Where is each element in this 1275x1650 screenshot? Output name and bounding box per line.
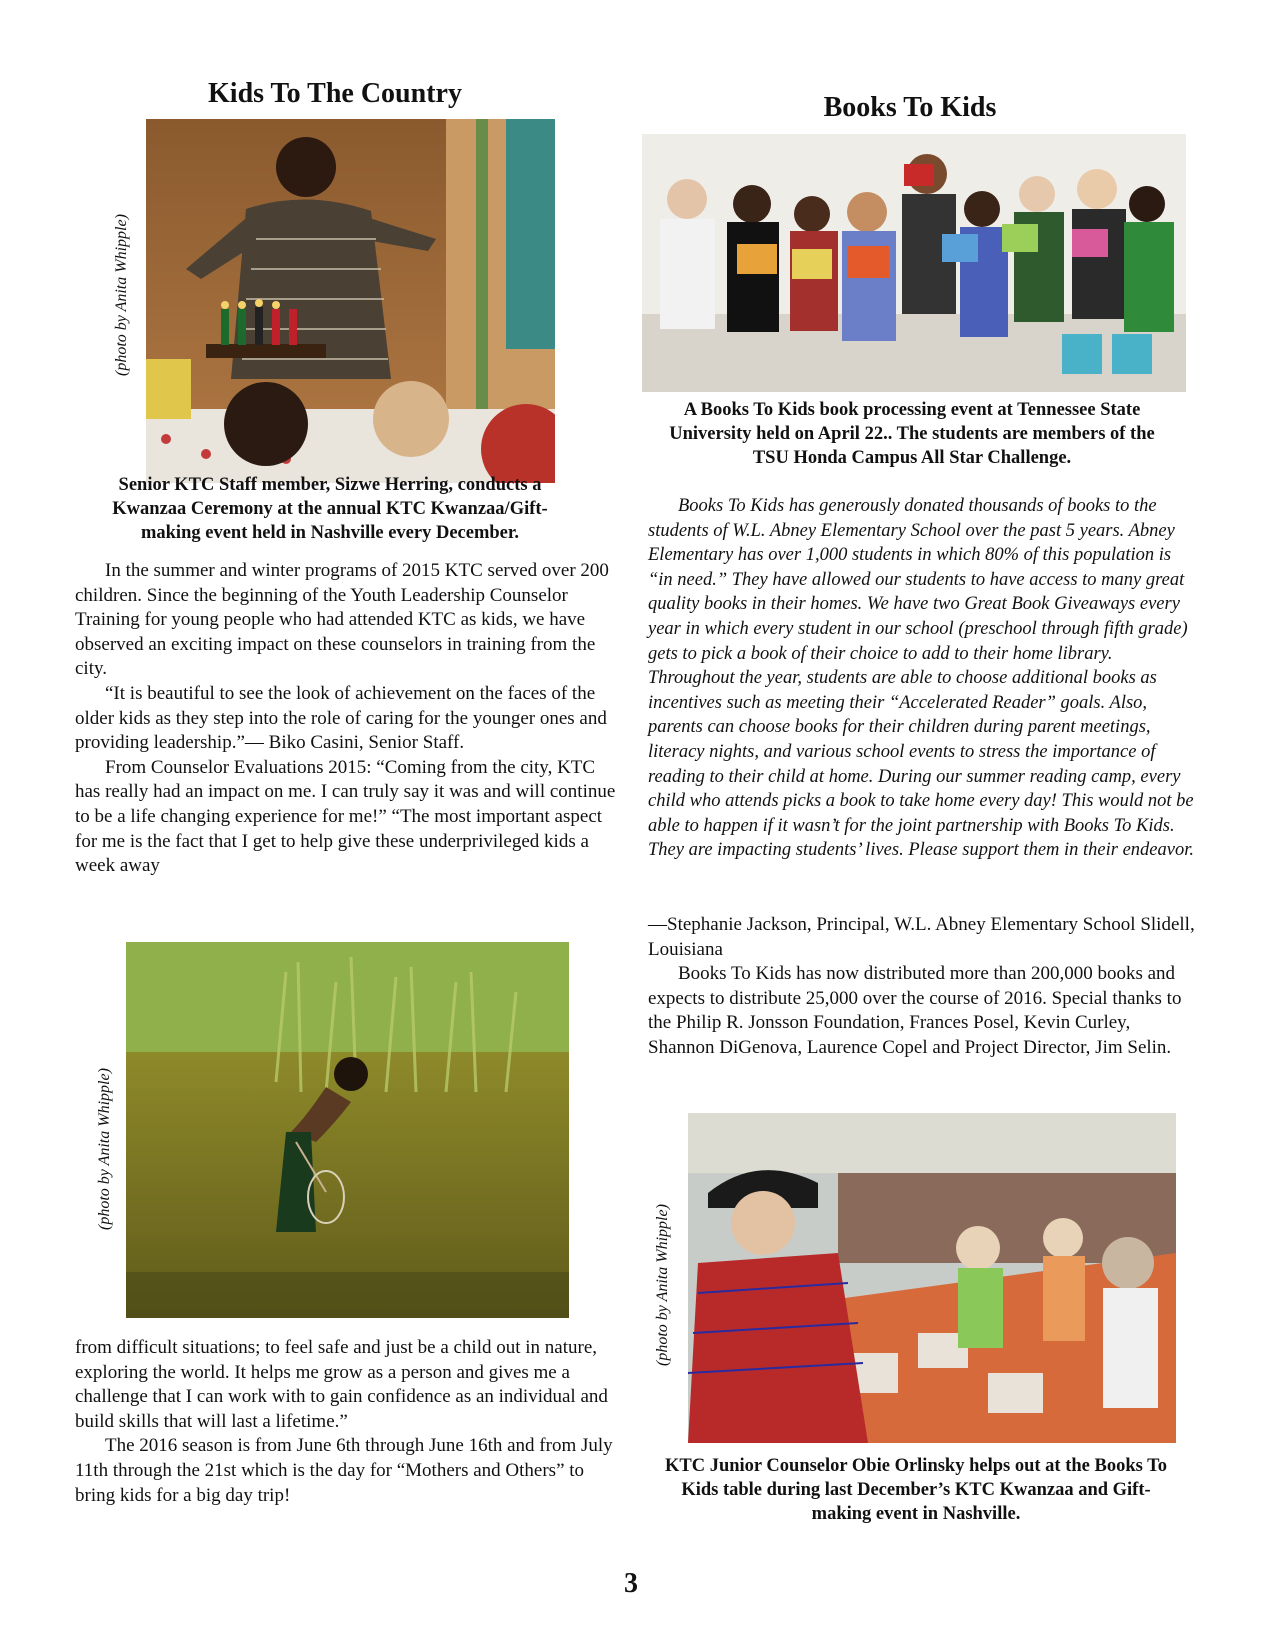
photo-credit: (photo by Anita Whipple): [113, 214, 130, 376]
book-processing-illustration: [642, 134, 1186, 392]
photo-credit: (photo by Anita Whipple): [654, 1204, 671, 1366]
books-to-kids-heading: Books To Kids: [823, 92, 997, 123]
ktc-paragraph: “It is beautiful to see the look of achievement on the faces of the older kids as they step into the role of caring for the younger ones and providing leadership.”— Biko Casini, Senior Staff.: [75, 682, 607, 754]
books-to-kids-table-photo: [688, 1113, 1176, 1443]
book-processing-event-photo: [642, 134, 1186, 392]
boy-fishing-illustration: [126, 942, 569, 1318]
books-to-kids-body: [648, 913, 1196, 1061]
photo-credit: (photo by Anita Whipple): [96, 1068, 113, 1230]
principal-quote: [648, 494, 1196, 863]
quote-attribution: —Stephanie Jackson, Principal, W.L. Abney Elementary School Slidell, Louisiana: [648, 914, 1195, 960]
books-table-caption: KTC Junior Counselor Obie Orlinsky helps out at the Books To Kids table during last December’s KTC Kwanzaa and Gift-making event in Nashville.: [664, 1456, 1168, 1524]
kids-to-the-country-heading: Kids To The Country: [208, 78, 462, 109]
kwanzaa-ceremony-photo: [146, 119, 555, 483]
kwanzaa-ceremony-illustration: [146, 119, 555, 483]
ktc-paragraph: from difficult situations; to feel safe and just be a child out in nature, exploring the world. It helps me grow as a person and gives me a challenge that I can work with to gain confidence as an individual and build skills that will last a lifetime.”: [75, 1337, 608, 1432]
books-table-illustration: [688, 1113, 1176, 1443]
page-number: 3: [624, 1568, 638, 1599]
ktc-article-body-bottom: [75, 1336, 623, 1508]
ktc-paragraph: From Counselor Evaluations 2015: “Coming from the city, KTC has really had an impact on me. I can truly say it was and will continue to be a life changing experience for me!” “The most important aspect for me is the fact that I get to help give these underprivileged kids a week away: [75, 756, 616, 877]
boy-fishing-photo: [126, 942, 569, 1318]
ktc-article-body-top: [75, 559, 623, 879]
ktc-paragraph: The 2016 season is from June 6th through June 16th and from July 11th through the 21st which is the day for “Mothers and Others” to bring kids for a big day trip!: [75, 1435, 613, 1506]
quote-text: Books To Kids has generously donated thousands of books to the students of W.L. Abney Elementary School over the past 5 years. Abney Elementary has over 1,000 students in which 80% of this population is “in need.” They have allowed our students to have access to many great quality books in their homes. We have two Great Book Giveaways every year in which every student in our school (preschool through fifth grade) gets to pick a book of their choice to add to their home library. Throughout the year, students are able to choose additional books as incentives such as meeting their “Accelerated Reader” goals. Also, parents can choose books for their children during parent meetings, literacy nights, and various school events to stress the importance of reading to their child at home. During our summer reading camp, every child who attends picks a book to take home every day! This would not be able to happen if it wasn’t for the joint partnership with Books To Kids. They are impacting students’ lives. Please support them in their endeavor.: [648, 496, 1195, 861]
kwanzaa-photo-caption: Senior KTC Staff member, Sizwe Herring, conducts a Kwanzaa Ceremony at the annual KTC Kwanzaa/Gift-making event held in Nashville every December.: [112, 475, 548, 543]
ktc-paragraph: In the summer and winter programs of 2015 KTC served over 200 children. Since the beginning of the Youth Leadership Counselor Training for young people who had attended KTC as kids, we have observed an exciting impact on these counselors in training from the city.: [75, 560, 609, 680]
btk-paragraph: Books To Kids has now distributed more than 200,000 books and expects to distribute 25,000 over the course of 2016. Special thanks to the Philip R. Jonsson Foundation, Frances Posel, Kevin Curley, Shannon DiGenova, Laurence Copel and Project Director, Jim Selin.: [648, 963, 1182, 1058]
book-processing-caption: A Books To Kids book processing event at Tennessee State University held on April 22.. The students are members of the TSU Honda Campus All Star Challenge.: [669, 400, 1155, 468]
